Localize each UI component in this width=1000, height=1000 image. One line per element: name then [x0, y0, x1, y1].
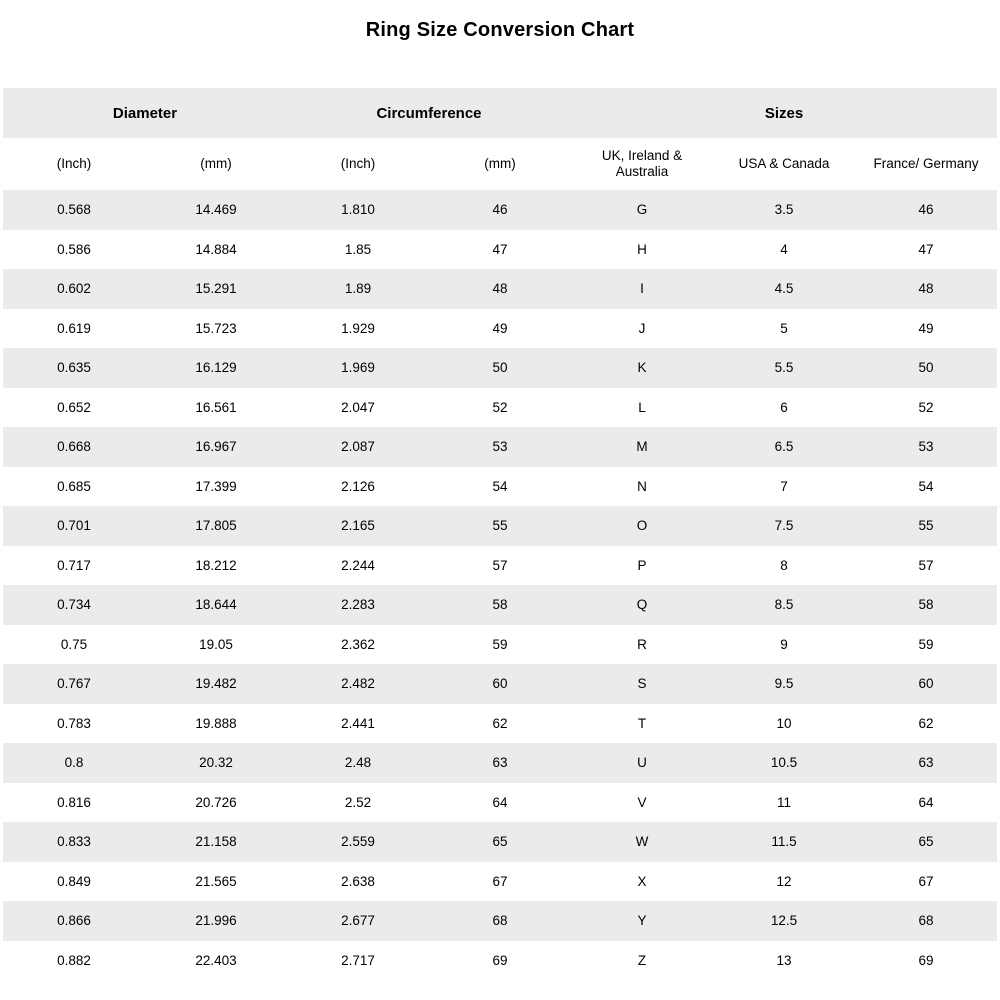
table-cell: 0.568: [3, 190, 145, 230]
table-cell: 0.882: [3, 941, 145, 981]
table-cell: 67: [429, 862, 571, 902]
table-cell: 65: [855, 822, 997, 862]
table-cell: 17.399: [145, 467, 287, 507]
table-cell: U: [571, 743, 713, 783]
table-cell: 16.129: [145, 348, 287, 388]
table-cell: 22.403: [145, 941, 287, 981]
column-header-diameter-inch: (Inch): [3, 138, 145, 190]
table-cell: L: [571, 388, 713, 428]
table-cell: 0.685: [3, 467, 145, 507]
table-cell: 21.158: [145, 822, 287, 862]
table-cell: 60: [855, 664, 997, 704]
table-cell: 18.212: [145, 546, 287, 586]
header-group-row: [3, 88, 997, 138]
table-cell: 2.244: [287, 546, 429, 586]
table-cell: 20.726: [145, 783, 287, 823]
header-columns-row: [3, 138, 997, 190]
table-cell: 5: [713, 309, 855, 349]
table-cell: 46: [429, 190, 571, 230]
table-cell: 0.652: [3, 388, 145, 428]
table-row: [3, 309, 997, 349]
table-cell: 0.635: [3, 348, 145, 388]
table-cell: 0.586: [3, 230, 145, 270]
table-row: [3, 901, 997, 941]
table-cell: 0.619: [3, 309, 145, 349]
table-cell: 4: [713, 230, 855, 270]
column-header-diameter-mm: (mm): [145, 138, 287, 190]
table-cell: 2.126: [287, 467, 429, 507]
table-cell: 57: [855, 546, 997, 586]
table-cell: 50: [855, 348, 997, 388]
table-cell: 2.482: [287, 664, 429, 704]
table-cell: 53: [429, 427, 571, 467]
table-cell: 2.362: [287, 625, 429, 665]
table-row: [3, 783, 997, 823]
table-cell: V: [571, 783, 713, 823]
table-cell: M: [571, 427, 713, 467]
ring-size-conversion-table: [3, 88, 997, 980]
table-cell: 1.89: [287, 269, 429, 309]
table-cell: 57: [429, 546, 571, 586]
table-cell: 67: [855, 862, 997, 902]
table-cell: 0.668: [3, 427, 145, 467]
table-cell: 58: [855, 585, 997, 625]
table-cell: 59: [429, 625, 571, 665]
table-cell: 19.888: [145, 704, 287, 744]
table-cell: 0.734: [3, 585, 145, 625]
table-cell: 15.291: [145, 269, 287, 309]
table-cell: 2.677: [287, 901, 429, 941]
table-cell: S: [571, 664, 713, 704]
table-cell: 48: [429, 269, 571, 309]
table-row: [3, 862, 997, 902]
table-cell: 6.5: [713, 427, 855, 467]
table-cell: 3.5: [713, 190, 855, 230]
table-cell: 53: [855, 427, 997, 467]
table-cell: 48: [855, 269, 997, 309]
table-cell: 13: [713, 941, 855, 981]
table-cell: 10.5: [713, 743, 855, 783]
table-cell: 14.469: [145, 190, 287, 230]
header-group-diameter: Diameter: [3, 88, 287, 138]
table-cell: 55: [429, 506, 571, 546]
column-header-circumference-inch: (Inch): [287, 138, 429, 190]
table-cell: 52: [855, 388, 997, 428]
table-cell: 0.717: [3, 546, 145, 586]
table-cell: 2.087: [287, 427, 429, 467]
table-cell: J: [571, 309, 713, 349]
table-cell: 0.849: [3, 862, 145, 902]
table-cell: 68: [429, 901, 571, 941]
table-cell: 16.561: [145, 388, 287, 428]
table-cell: W: [571, 822, 713, 862]
table-cell: 62: [429, 704, 571, 744]
table-row: [3, 427, 997, 467]
table-cell: 16.967: [145, 427, 287, 467]
table-cell: 9.5: [713, 664, 855, 704]
table-body: [3, 190, 997, 980]
table-cell: 7: [713, 467, 855, 507]
table-cell: 52: [429, 388, 571, 428]
table-cell: 49: [429, 309, 571, 349]
page-title: Ring Size Conversion Chart: [365, 19, 635, 41]
table-cell: 14.884: [145, 230, 287, 270]
table-cell: 12: [713, 862, 855, 902]
table-cell: O: [571, 506, 713, 546]
table-cell: 46: [855, 190, 997, 230]
table-row: [3, 664, 997, 704]
table-cell: 59: [855, 625, 997, 665]
table-cell: 8: [713, 546, 855, 586]
table-row: [3, 230, 997, 270]
column-header-size-usa-canada: USA & Canada: [713, 138, 855, 190]
table-cell: 54: [429, 467, 571, 507]
table-row: [3, 190, 997, 230]
table-cell: 0.866: [3, 901, 145, 941]
table-cell: 7.5: [713, 506, 855, 546]
table-cell: 47: [429, 230, 571, 270]
table-cell: 0.602: [3, 269, 145, 309]
table-cell: 0.833: [3, 822, 145, 862]
table-cell: 19.482: [145, 664, 287, 704]
table-cell: 47: [855, 230, 997, 270]
table-row: [3, 822, 997, 862]
table-cell: 64: [429, 783, 571, 823]
table-cell: 49: [855, 309, 997, 349]
table-cell: 1.810: [287, 190, 429, 230]
table-cell: 68: [855, 901, 997, 941]
table-row: [3, 941, 997, 981]
table-row: [3, 269, 997, 309]
table-row: [3, 506, 997, 546]
table-cell: 4.5: [713, 269, 855, 309]
table-cell: K: [571, 348, 713, 388]
table-cell: 2.52: [287, 783, 429, 823]
table-cell: 2.638: [287, 862, 429, 902]
table-row: [3, 704, 997, 744]
column-header-size-france-germany: France/ Germany: [855, 138, 997, 190]
table-cell: 69: [855, 941, 997, 981]
table-row: [3, 625, 997, 665]
table-cell: H: [571, 230, 713, 270]
table-cell: 63: [855, 743, 997, 783]
table-cell: 9: [713, 625, 855, 665]
table-cell: 8.5: [713, 585, 855, 625]
table-cell: R: [571, 625, 713, 665]
table-cell: 54: [855, 467, 997, 507]
table-cell: 11.5: [713, 822, 855, 862]
table-cell: 2.441: [287, 704, 429, 744]
table-cell: 62: [855, 704, 997, 744]
table-cell: Q: [571, 585, 713, 625]
table-cell: 55: [855, 506, 997, 546]
table-cell: 11: [713, 783, 855, 823]
table-cell: 15.723: [145, 309, 287, 349]
table-cell: 12.5: [713, 901, 855, 941]
table-cell: 10: [713, 704, 855, 744]
table-cell: 20.32: [145, 743, 287, 783]
table-row: [3, 585, 997, 625]
table-cell: 19.05: [145, 625, 287, 665]
table-cell: 0.783: [3, 704, 145, 744]
table-row: [3, 348, 997, 388]
table-cell: 2.48: [287, 743, 429, 783]
header-group-sizes: Sizes: [571, 88, 997, 138]
table-cell: 2.717: [287, 941, 429, 981]
table-row: [3, 546, 997, 586]
table-cell: 1.85: [287, 230, 429, 270]
table-cell: 63: [429, 743, 571, 783]
table-row: [3, 388, 997, 428]
table-cell: Z: [571, 941, 713, 981]
table-cell: 0.816: [3, 783, 145, 823]
table-cell: 21.996: [145, 901, 287, 941]
table-cell: 58: [429, 585, 571, 625]
table-cell: 17.805: [145, 506, 287, 546]
column-header-circumference-mm: (mm): [429, 138, 571, 190]
table-cell: 0.8: [3, 743, 145, 783]
table-cell: 0.767: [3, 664, 145, 704]
table-cell: 6: [713, 388, 855, 428]
table-cell: 60: [429, 664, 571, 704]
table-cell: T: [571, 704, 713, 744]
table-row: [3, 467, 997, 507]
table-cell: P: [571, 546, 713, 586]
table-cell: I: [571, 269, 713, 309]
table-cell: G: [571, 190, 713, 230]
table-cell: 5.5: [713, 348, 855, 388]
table-cell: Y: [571, 901, 713, 941]
table-cell: 21.565: [145, 862, 287, 902]
table-cell: 18.644: [145, 585, 287, 625]
table-cell: N: [571, 467, 713, 507]
table-cell: X: [571, 862, 713, 902]
table-cell: 0.701: [3, 506, 145, 546]
table-cell: 2.283: [287, 585, 429, 625]
table-cell: 2.165: [287, 506, 429, 546]
table-cell: 1.929: [287, 309, 429, 349]
table-row: [3, 743, 997, 783]
table-cell: 2.559: [287, 822, 429, 862]
table-cell: 1.969: [287, 348, 429, 388]
table-cell: 2.047: [287, 388, 429, 428]
table-cell: 0.75: [3, 625, 145, 665]
table-cell: 65: [429, 822, 571, 862]
column-header-size-uk-ireland-australia: UK, Ireland & Australia: [571, 138, 713, 190]
table-cell: 50: [429, 348, 571, 388]
header-group-circumference: Circumference: [287, 88, 571, 138]
table-cell: 64: [855, 783, 997, 823]
table-cell: 69: [429, 941, 571, 981]
